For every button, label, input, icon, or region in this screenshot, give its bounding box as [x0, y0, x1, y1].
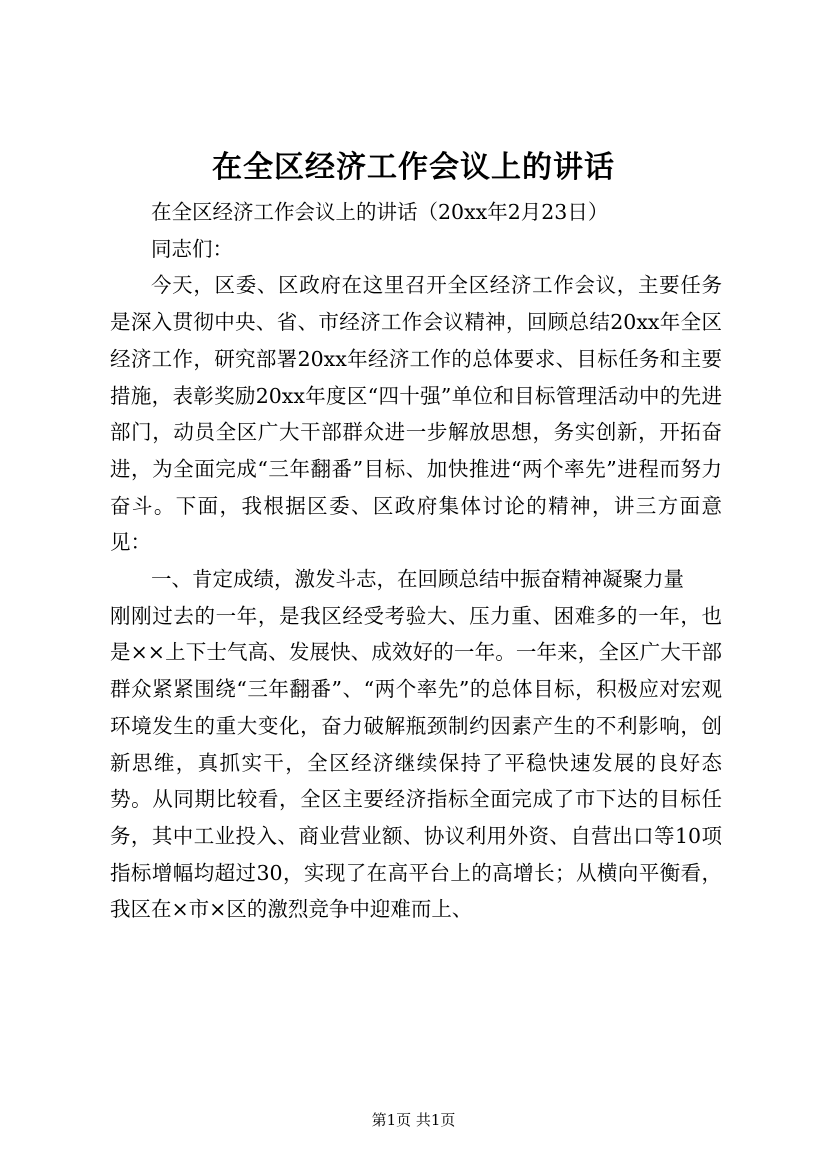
paragraph-intro: 今天，区委、区政府在这里召开全区经济工作会议，主要任务是深入贯彻中央、省、市经济工作会议精神，回顾总结20xx年全区经济工作，研究部署20xx年经济工作的总体要求、目标任务和主要措施，表彰奖励20xx年度区“四十强”单位和目标管理活动中的先进部门，动员全区广大干部群众进一步解放思想，务实创新，开拓奋进，为全面完成“三年翻番”目标、加快推进“两个率先”进程而努力奋斗。下面，我根据区委、区政府集体讨论的精神，讲三方面意见： — [110, 273, 722, 555]
document-title: 在全区经济工作会议上的讲话 — [212, 150, 615, 185]
document-body — [110, 194, 722, 928]
paragraph-salutation: 同志们： — [151, 236, 233, 261]
section-heading-1: 一、肯定成绩，激发斗志，在回顾总结中振奋精神凝聚力量 — [151, 567, 684, 592]
paragraph-review: 刚刚过去的一年，是我区经受考验大、压力重、困难多的一年，也是××上下士气高、发展快、成效好的一年。一年来，全区广大干部群众紧紧围绕“三年翻番”、“两个率先”的总体目标，积极应对宏观环境发生的重大变化，奋力破解瓶颈制约因素产生的不利影响，创新思维，真抓实干，全区经济继续保持了平稳快速发展的良好态势。从同期比较看，全区主要经济指标全面完成了市下达的目标任务，其中工业投入、商业营业额、协议利用外资、自营出口等10项指标增幅均超过30，实现了在高平台上的高增长；从横向平衡看，我区在×市×区的激烈竞争中迎难而上、 — [110, 603, 722, 922]
page-footer: 第1页 共1页 — [371, 1111, 456, 1129]
paragraph-heading-date: 在全区经济工作会议上的讲话（20xx年2月23日） — [151, 200, 609, 224]
